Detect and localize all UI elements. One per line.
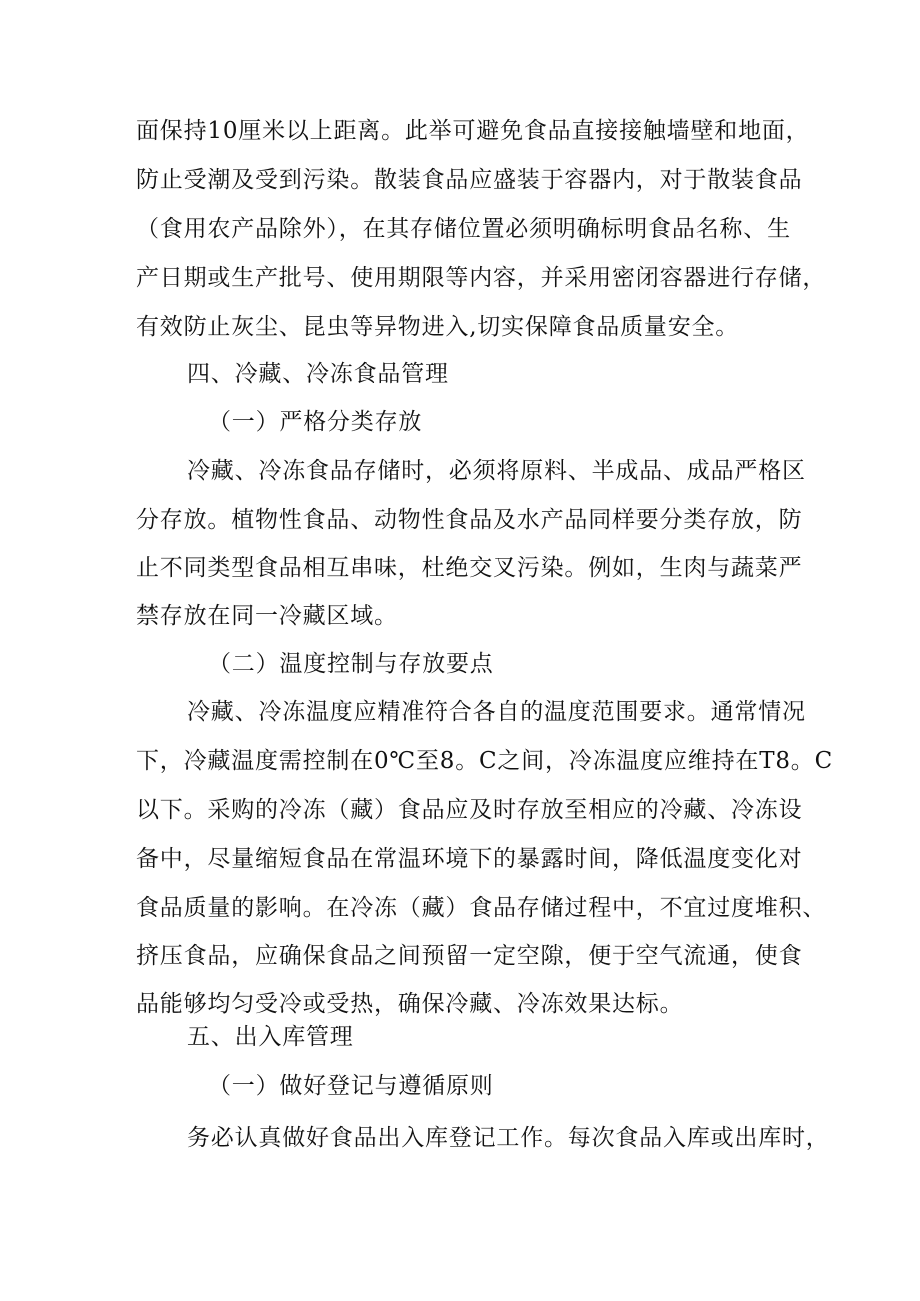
- subsection-heading: （一）做好登记与遵循原则: [208, 1073, 494, 1099]
- paragraph-line: 分存放。植物性食品、动物性食品及水产品同样要分类存放，防: [136, 507, 803, 533]
- section-heading: 五、出入库管理: [187, 1024, 354, 1050]
- section-heading: 四、冷藏、冷冻食品管理: [187, 361, 449, 387]
- paragraph-line: 务必认真做好食品出入库登记工作。每次食品入库或出库时，: [187, 1125, 830, 1151]
- paragraph-line: 以下。采购的冷冻（藏）食品应及时存放至相应的冷藏、冷冻设: [136, 797, 803, 823]
- paragraph-line: 品能够均匀受冷或受热，确保冷藏、冷冻效果达标。: [136, 991, 684, 1017]
- paragraph-line: 有效防止灰尘、昆虫等异物进入,切实保障食品质量安全。: [136, 314, 740, 340]
- paragraph-line: 防止受潮及受到污染。散装食品应盛装于容器内，对于散装食品: [136, 167, 803, 193]
- paragraph-line: （食用农产品除外），在其存储位置必须明确标明食品名称、生: [136, 216, 791, 242]
- paragraph-line: 食品质量的影响。在冷冻（藏）食品存储过程中，不宜过度堆积、: [136, 895, 827, 921]
- subsection-heading: （一）严格分类存放: [208, 409, 423, 435]
- paragraph-line: 挤压食品，应确保食品之间预留一定空隙，便于空气流通，使食: [136, 943, 803, 969]
- paragraph-line: 冷藏、冷冻食品存储时，必须将原料、半成品、成品严格区: [187, 458, 806, 484]
- paragraph-line: 下，冷藏温度需控制在0℃至8。C之间，冷冻温度应维持在T8。C: [136, 748, 833, 774]
- paragraph-line: 禁存放在同一冷藏区域。: [136, 603, 398, 629]
- paragraph-line: 止不同类型食品相互串味，杜绝交叉污染。例如，生肉与蔬菜严: [136, 555, 803, 581]
- paragraph-line: 产日期或生产批号、使用期限等内容，并采用密闭容器进行存储，: [136, 265, 827, 291]
- subsection-heading: （二）温度控制与存放要点: [208, 651, 494, 677]
- paragraph-line: 备中，尽量缩短食品在常温环境下的暴露时间，降低温度变化对: [136, 846, 803, 872]
- paragraph-line: 面保持10厘米以上距离。此举可避免食品直接接触墙壁和地面，: [136, 118, 810, 144]
- paragraph-line: 冷藏、冷冻温度应精准符合各自的温度范围要求。通常情况: [187, 699, 806, 725]
